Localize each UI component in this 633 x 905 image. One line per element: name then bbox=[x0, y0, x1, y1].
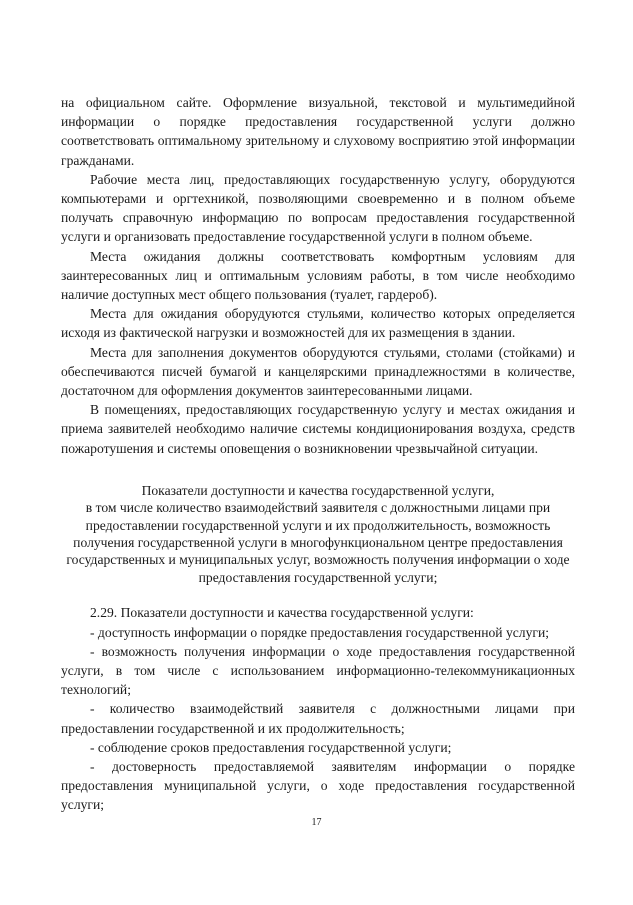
heading-line: предоставлении государственной услуги и их продолжительность, возможность bbox=[85, 517, 551, 533]
heading-line: получения государственной услуги в многофункциональном центре предоставления bbox=[73, 535, 563, 551]
paragraph-waiting-places: Места ожидания должны соответствовать комфортным условиям для заинтересованных лиц и оптимальным условиям работы, в том числе необходимо наличие доступных мест общего пользования (туалет, гардероб). bbox=[61, 248, 575, 303]
paragraph-workplaces: Рабочие места лиц, предоставляющих государственную услугу, оборудуются компьютерами и оргтехникой, позволяющими своевременно и в полном объеме получать справочную информацию по вопросам предоставления государственной услуги и организовать предоставление государственной услуги в полном объеме. bbox=[61, 171, 575, 245]
section-title-2-29: 2.29. Показатели доступности и качества государственной услуги: bbox=[90, 605, 474, 621]
heading-line: государственных и муниципальных услуг, возможность получения информации о ходе bbox=[66, 552, 570, 568]
paragraph-official-site: на официальном сайте. Оформление визуальной, текстовой и мультимедийной информации о порядке предоставления государственной услуги должно соответствовать оптимальному зрительному и слуховому восприятию этой информации гражданами. bbox=[61, 95, 575, 168]
paragraph-waiting-chairs: Места для ожидания оборудуются стульями, количество которых определяется исходя из фактической нагрузки и возможностей для их размещения в здании. bbox=[61, 306, 575, 341]
list-item-reliability: - достоверность предоставляемой заявителям информации о порядке предоставления муниципальной услуги, о ходе предоставления государственной услуги; bbox=[61, 758, 575, 813]
list-item-progress-info: - возможность получения информации о ходе предоставления государственной услуги, в том числе с использованием информационно-телекоммуникационных технологий; bbox=[61, 643, 575, 698]
document-page bbox=[61, 93, 575, 815]
heading-line: Показатели доступности и качества государственной услуги, bbox=[141, 482, 495, 498]
list-item-deadlines: - соблюдение сроков предоставления государственной услуги; bbox=[90, 739, 452, 755]
heading-line: в том числе количество взаимодействий заявителя с должностными лицами при bbox=[85, 500, 551, 516]
page-number: 17 bbox=[311, 817, 322, 828]
section-heading bbox=[55, 482, 581, 586]
paragraph-premises-systems: В помещениях, предоставляющих государственную услугу и местах ожидания и приема заявителей необходимо наличие системы кондиционирования воздуха, средств пожаротушения и системы оповещения о возникновении чрезвычайной ситуации. bbox=[61, 402, 575, 456]
list-item-interactions: - количество взаимодействий заявителя с должностными лицами при предоставлении государственной и их продолжительность; bbox=[61, 701, 575, 736]
heading-line: предоставления государственной услуги; bbox=[198, 569, 438, 585]
list-item-availability: - доступность информации о порядке предоставления государственной услуги; bbox=[90, 624, 549, 640]
paragraph-form-filling-places: Места для заполнения документов оборудуются стульями, столами (стойками) и обеспечиваются писчей бумагой и канцелярскими принадлежностями в количестве, достаточном для оформления документов заинтересованными лицами. bbox=[61, 344, 575, 399]
